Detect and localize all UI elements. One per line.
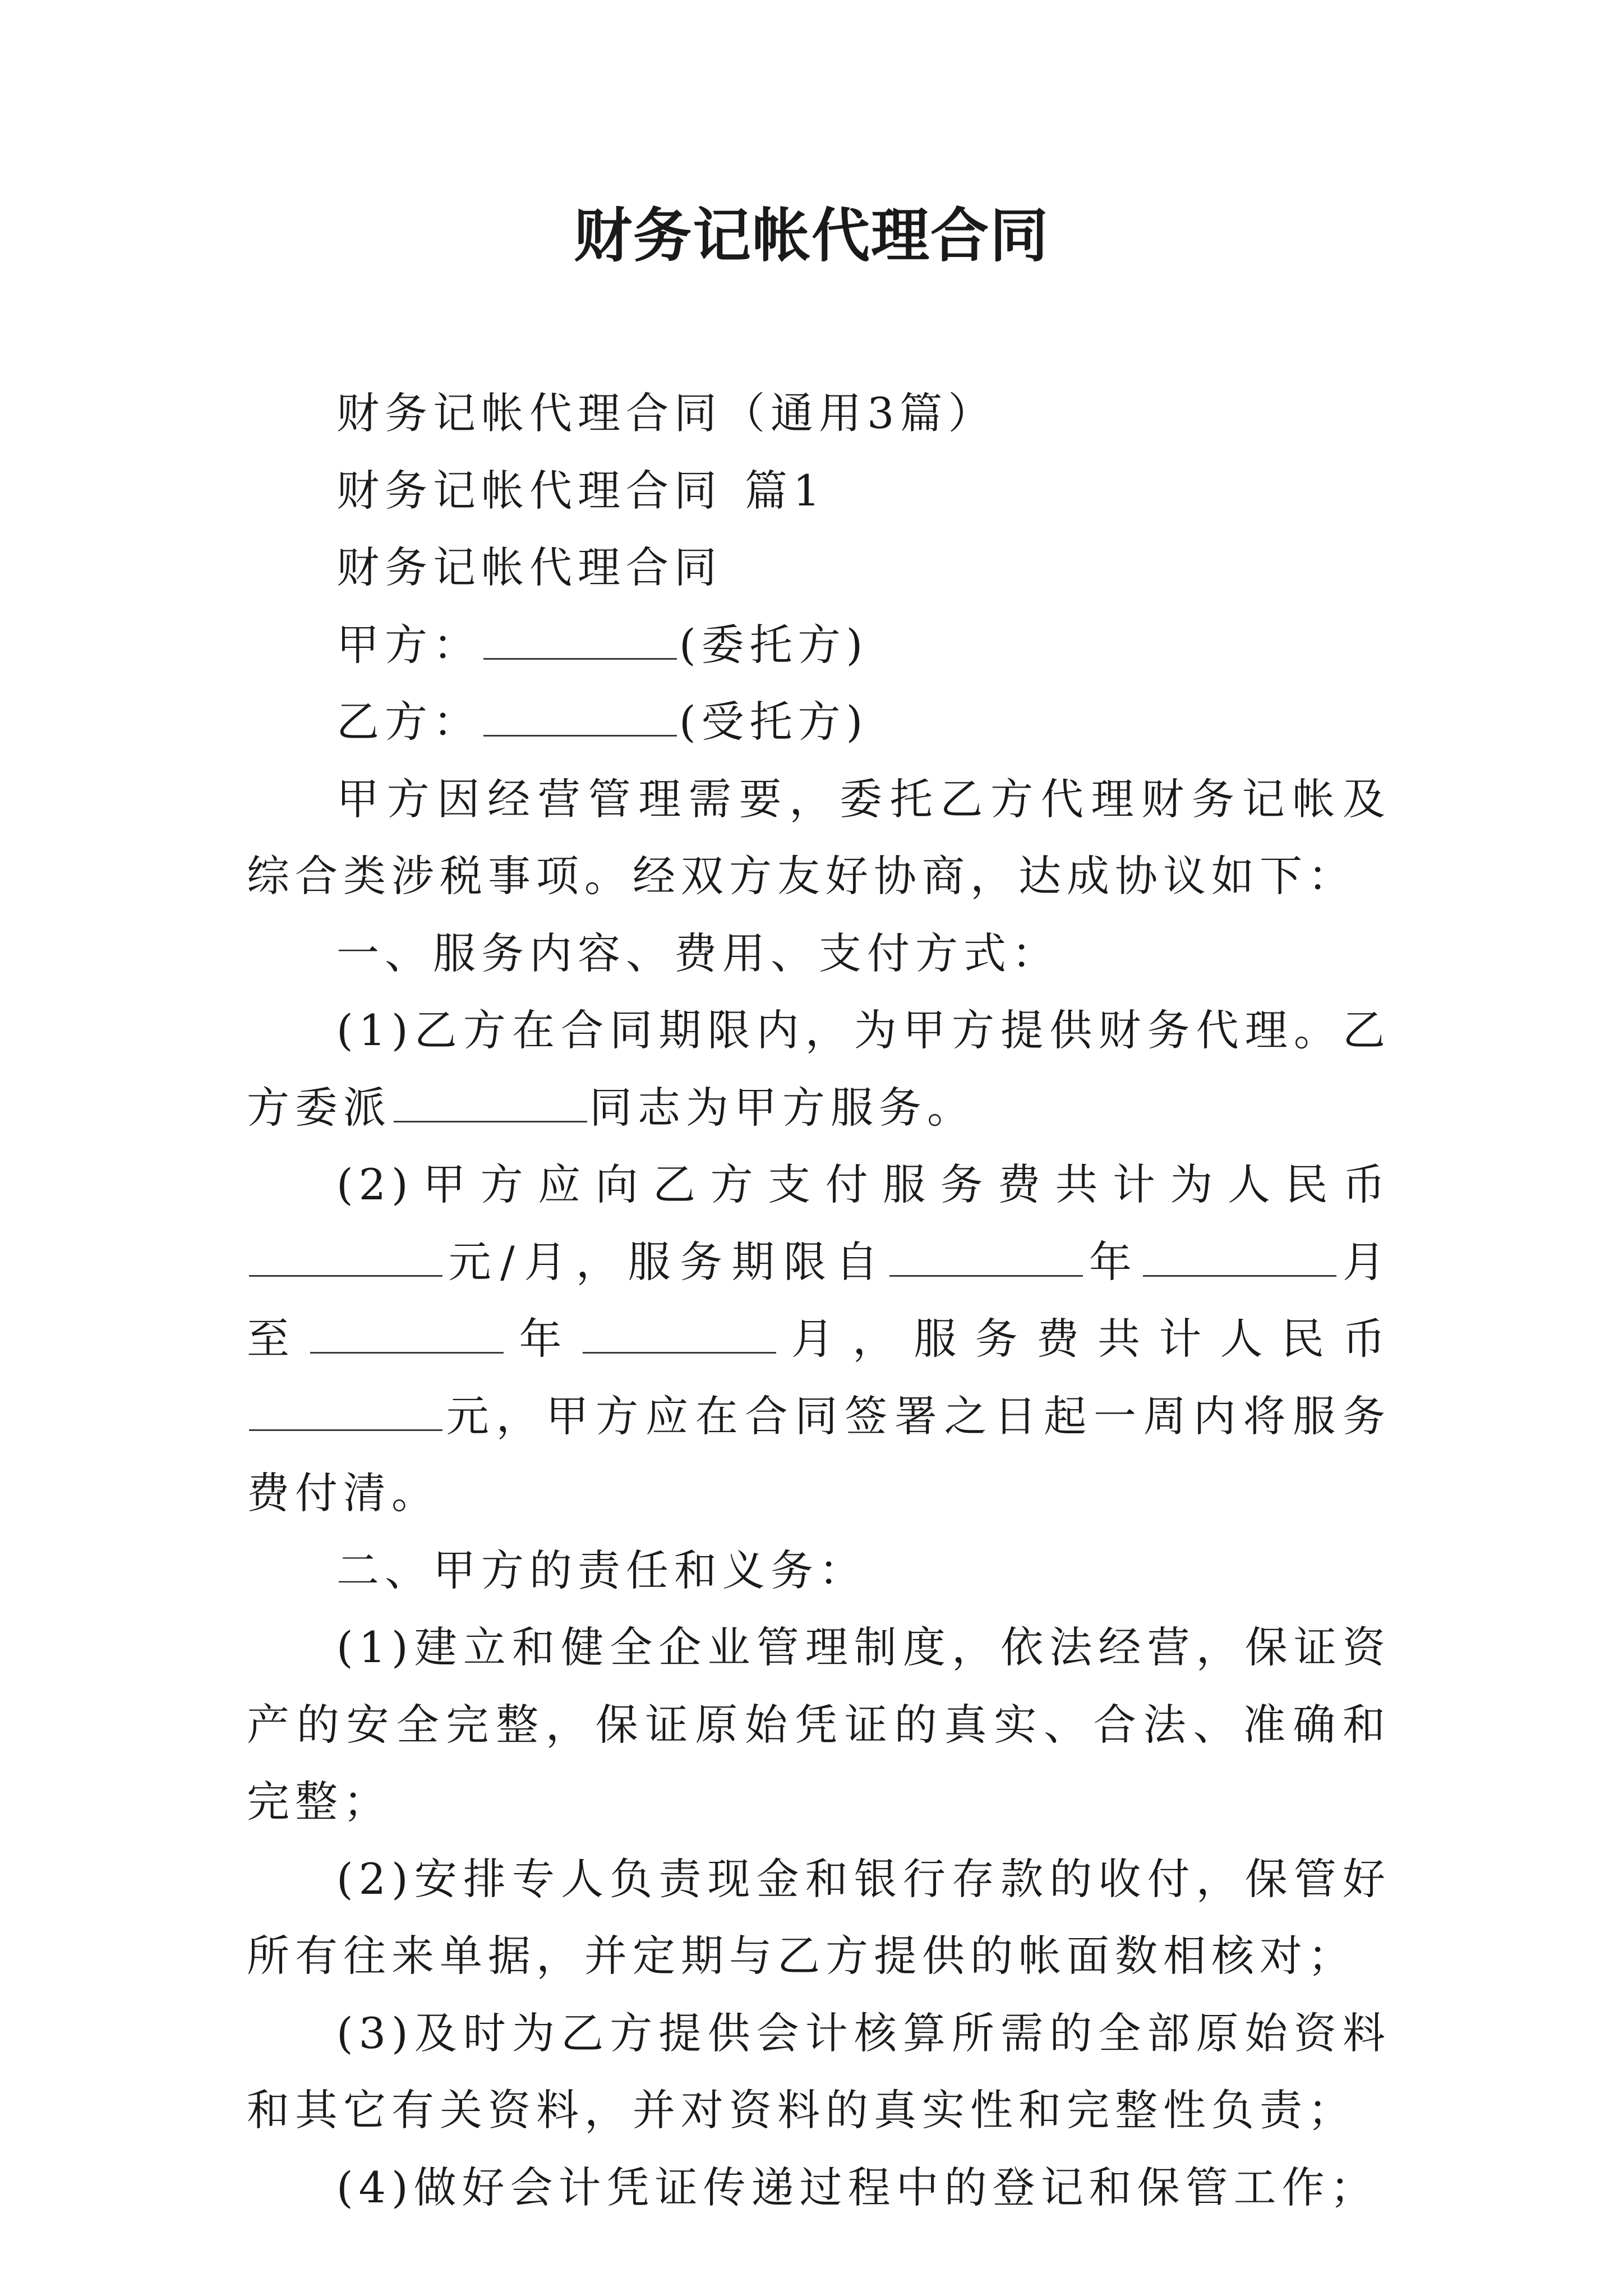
start-month-blank — [1143, 1274, 1336, 1277]
clause-1-2-text-e: 年 — [506, 1314, 580, 1364]
start-year-blank — [889, 1274, 1083, 1277]
clause-1-2-text-c: 年 — [1085, 1236, 1141, 1287]
clause-1-2-text-d: 月至 — [247, 1236, 1391, 1364]
party-b-role: (受托方) — [679, 697, 869, 747]
party-b-blank — [483, 734, 677, 737]
assignee-blank — [394, 1120, 587, 1122]
clause-1-2 — [247, 1146, 1391, 1532]
paragraph-preamble: 甲方因经营管理需要，委托乙方代理财务记帐及综合类涉税事项。经双方友好协商，达成协议如下： — [247, 774, 1391, 901]
clause-1-1-text-a: (1)乙方在合同期限内，为甲方提供财务代理。乙方委派 — [247, 1005, 1391, 1133]
paragraph-party-a — [247, 606, 1391, 684]
party-b-label: 乙方： — [336, 697, 481, 747]
section-heading-2: 二、甲方的责任和义务： — [336, 1545, 867, 1595]
part-heading-text: 财务记帐代理合同 — [336, 465, 722, 516]
end-month-blank — [583, 1351, 776, 1354]
paragraph-subtitle — [247, 375, 1391, 452]
part-number: 篇1 — [745, 465, 826, 516]
clause-1-1-text-b: 同志为甲方服务。 — [589, 1082, 975, 1133]
clause-2-2: (2)安排专人负责现金和银行存款的收付，保管好所有往来单据，并定期与乙方提供的帐面数相核对； — [247, 1853, 1391, 1981]
paragraph-part-heading — [247, 452, 1391, 530]
clause-1-2-text-g: 元，甲方应在合同签署之日起一周内将服务费付清。 — [247, 1391, 1391, 1518]
paragraph-contract-name — [247, 529, 1391, 606]
document-title: 财务记帐代理合同 — [573, 201, 1049, 270]
clause-2-4: (4)做好会计凭证传递过程中的登记和保管工作； — [336, 2162, 1378, 2212]
contract-name-text: 财务记帐代理合同 — [336, 542, 722, 592]
party-a-blank — [483, 657, 677, 660]
paragraph-party-b — [247, 683, 1391, 761]
document-body — [247, 375, 1391, 2226]
clause-2-3: (3)及时为乙方提供会计核算所需的全部原始资料和其它有关资料，并对资料的真实性和完整性负责； — [247, 2008, 1391, 2135]
clause-2-1: (1)建立和健全企业管理制度，依法经营，保证资产的安全完整，保证原始凭证的真实、合法、准确和完整； — [247, 1622, 1391, 1826]
party-a-role: (委托方) — [679, 619, 869, 670]
clause-1-2-text-a: (2)甲方应向乙方支付服务费共计为人民币 — [336, 1159, 1391, 1209]
end-year-blank — [310, 1351, 504, 1354]
total-fee-blank — [249, 1429, 442, 1431]
clause-1-2-text-f: 月，服务费共计人民币 — [778, 1314, 1391, 1364]
clause-1-2-text-b: 元/月，服务期限自 — [445, 1236, 888, 1287]
clause-1-1 — [247, 992, 1391, 1146]
party-a-label: 甲方： — [336, 619, 481, 670]
subtitle-text: 财务记帐代理合同（通用3篇） — [336, 388, 997, 438]
section-heading-1: 一、服务内容、费用、支付方式： — [336, 928, 1060, 978]
monthly-fee-blank — [249, 1274, 442, 1277]
